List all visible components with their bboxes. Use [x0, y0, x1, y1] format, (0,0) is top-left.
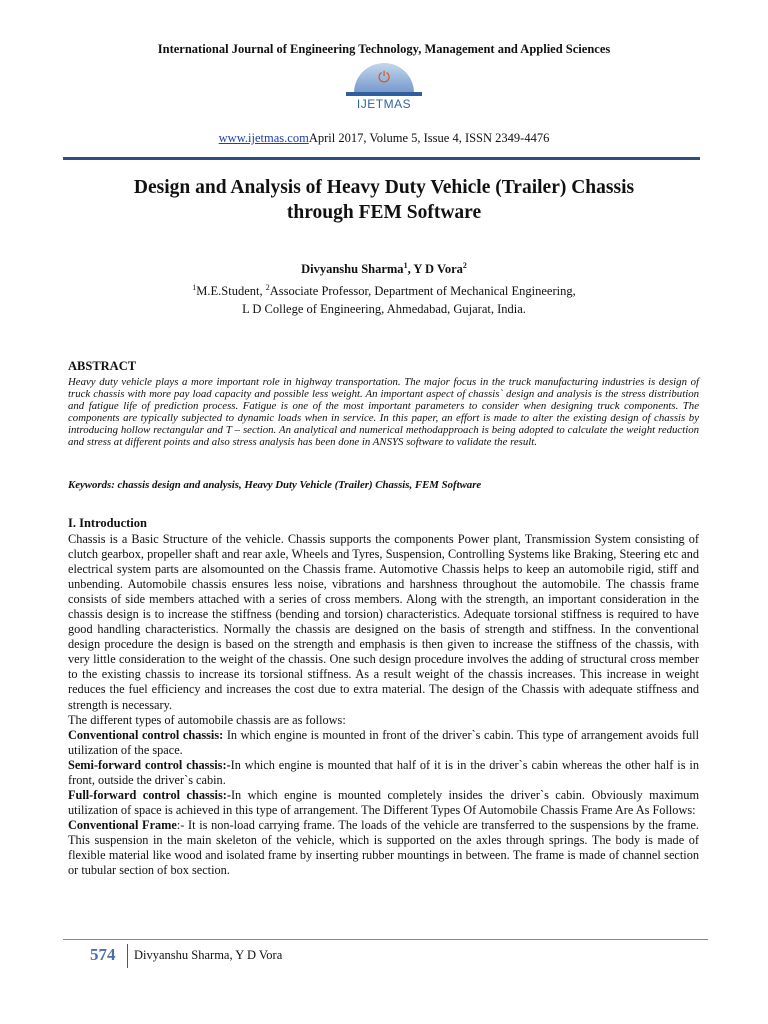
author-separator: ,	[407, 262, 414, 276]
journal-name: International Journal of Engineering Technology, Management and Applied Sciences	[157, 42, 611, 56]
author-1: Divyanshu Sharma	[301, 262, 404, 276]
logo-band	[346, 92, 422, 96]
issue-line	[0, 131, 768, 146]
issue-info: April 2017, Volume 5, Issue 4, ISSN 2349-4476	[308, 131, 550, 145]
author-2-sup: 2	[462, 261, 467, 270]
term-text: In which engine is mounted that half of it is in the driver`s cabin whereas the other half is in front, outside the driver`s cabin.	[68, 757, 699, 787]
abstract-text: Heavy duty vehicle plays a more important role in highway transportation. The major focus in the truck manufacturing industries is design of truck chassis with more pay load capacity and possible less weight. An important aspect of chassis` design and analysis is the stress distribution and fatigue life of prediction process. Fatigue is one of the most important parameters to consider when designing truck components. The components are typically subjected to dynamic loads when in service. In this paper, an effort is made to alter the existing design of chassis by introducing hollow rectangular and T – section. An analytical and numerical methodapproach is being adopted to calculate the weight reduction and stress at different points and also stress analysis has been done in ANSYS software to validate the result.	[68, 376, 699, 449]
keywords: Keywords: chassis design and analysis, Heavy Duty Vehicle (Trailer) Chassis, FEM Software	[68, 479, 482, 491]
term-text: In which engine is mounted completely insides the driver`s cabin. Obviously maximum utilization of space is achieved in this type of arrangement. The Different Types Of Automobile Chassis Frame Are As Follows:	[68, 787, 700, 817]
footer-divider	[127, 944, 128, 968]
term-label: Semi-forward control chassis:-	[68, 757, 231, 772]
footer-rule	[63, 939, 708, 940]
title-line-1: Design and Analysis of Heavy Duty Vehicle (Trailer) Chassis	[133, 177, 635, 198]
paper-title	[58, 175, 710, 225]
chassis-type-full-forward	[68, 788, 699, 818]
title-line-2: through FEM Software	[286, 202, 482, 223]
logo-text: IJETMAS	[356, 97, 412, 111]
author-list	[0, 262, 768, 277]
chassis-type-semi-forward	[68, 758, 699, 788]
chassis-type-conventional	[68, 728, 699, 758]
intro-paragraph-2: The different types of automobile chassis are as follows:	[68, 712, 346, 727]
intro-paragraph-1: Chassis is a Basic Structure of the vehicle. Chassis supports the components Power plant, Transmission System consisting of clutch gearbox, propeller shaft and rear axle, Wheels and Tyres, Suspension, Controlling Systems like Braking, Steering etc and electrical system parts are alsomounted on the Chassis frame. Automotive Chassis helps to keep an automobile rigid, stiff and unbending. Automobile chassis ensures less noise, vibrations and harshness throughout the automobile. The chassis frame consists of side members attached with a series of cross members. Along with the strength, an important consideration in the chassis design is to increase the stiffness (bending and torsion) characteristics. Adequate torsional stiffness is required to have good handling characteristics. Normally the chassis are designed on the basis of strength and stiffness. In the conventional design procedure the design is based on the strength and emphasis is then given to increase the stiffness of the chassis, with very little consideration to the weight of the chassis. One such design procedure involves the adding of structural cross member to the existing chassis to increase its torsional stiffness. As a result weight of the chassis increases. This increase in weight reduces the fuel efficiency and increases the cost due to extra material. The design of the Chassis with adequate stiffness and strength is necessary.	[68, 532, 699, 712]
term-label: Conventional control chassis:	[68, 727, 224, 742]
author-1-sup: 1	[403, 261, 408, 270]
aff-part-1: M.E.Student,	[196, 284, 266, 298]
term-text: :- It is non-load carrying frame. The loads of the vehicle are transferred to the suspensions by the frame. This suspension in the main skeleton of the vehicle, which is supported on the axles through springs. The body is made of flexible material like wood and isolated frame by inserting rubber mountings in between. The frame is made of channel section or tubular section of box section.	[68, 817, 699, 878]
section-heading-introduction: I. Introduction	[68, 516, 147, 530]
power-icon: ⏻	[378, 68, 390, 86]
page-number: 574	[90, 945, 116, 964]
term-label: Conventional Frame	[68, 817, 177, 832]
frame-type-conventional	[68, 818, 699, 878]
footer-authors: Divyanshu Sharma, Y D Vora	[134, 948, 283, 962]
affiliation-line-1	[0, 284, 768, 299]
header-rule	[63, 157, 700, 160]
author-2: Y D Vora	[413, 262, 463, 276]
introduction-body	[68, 532, 699, 878]
aff-sup-1: 1	[192, 283, 197, 292]
journal-logo	[343, 63, 425, 121]
aff-part-2: Associate Professor, Department of Mechanical Engineering,	[269, 284, 576, 298]
journal-url-link[interactable]: www.ijetmas.com	[218, 131, 309, 145]
term-text: In which engine is mounted in front of the driver`s cabin. This type of arrangement avoids full utilization of the space.	[68, 727, 700, 757]
abstract-heading: ABSTRACT	[68, 359, 137, 373]
term-label: Full-forward control chassis:-	[68, 787, 231, 802]
aff-sup-2: 2	[265, 283, 270, 292]
affiliation-line-2: L D College of Engineering, Ahmedabad, Gujarat, India.	[242, 302, 526, 316]
